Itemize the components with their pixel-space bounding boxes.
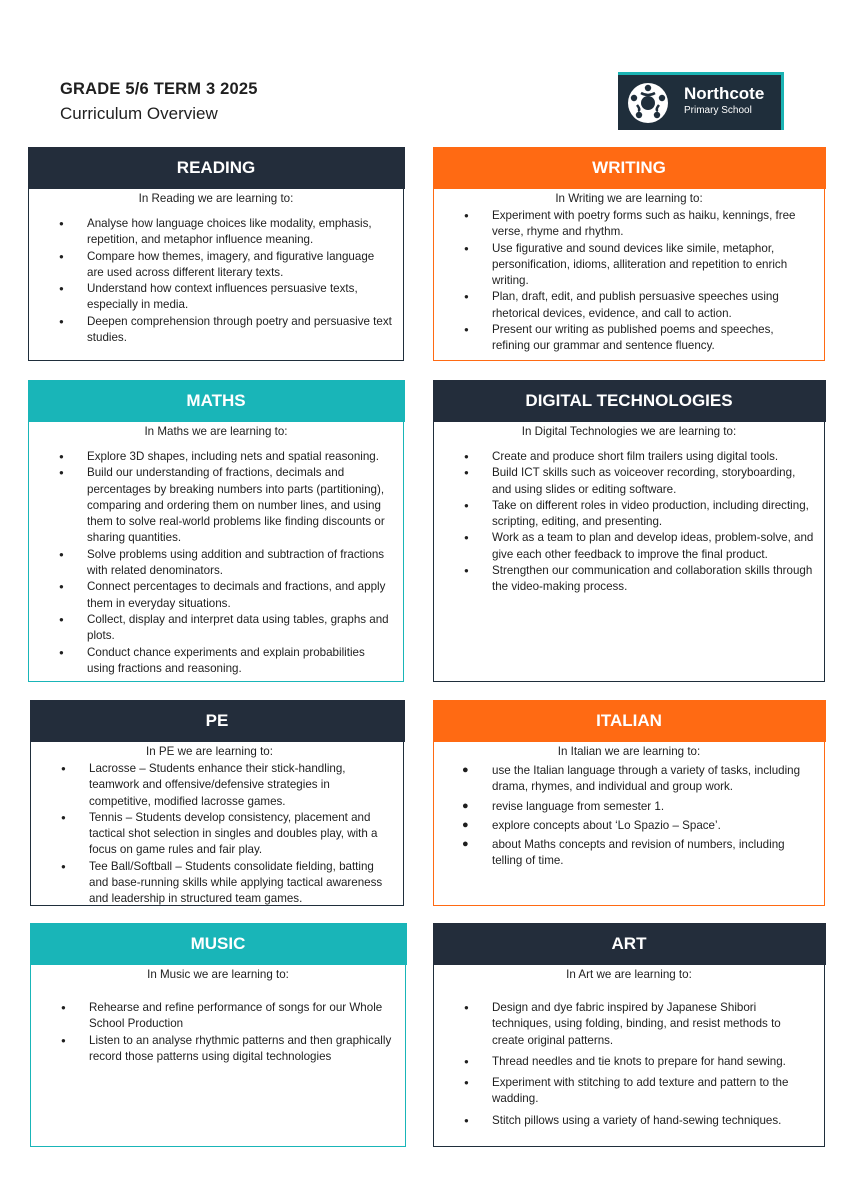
list-item: ● explore concepts about ‘Lo Spazio – Space’. xyxy=(492,818,814,834)
list-item: ● Work as a team to plan and develop ideas, problem-solve, and give each other feedback to improve the final product. xyxy=(492,530,814,563)
maths-section xyxy=(28,380,404,682)
list-item: ● Present our writing as published poems and speeches, refining our grammar and sentence fluency. xyxy=(492,322,814,355)
list-item: ● revise language from semester 1. xyxy=(492,799,814,815)
reading-intro: In Reading we are learning to: xyxy=(138,192,294,205)
writing-list xyxy=(434,208,824,355)
list-item: ● Tennis – Students develop consistency, placement and tactical shot selection in singles and doubles play, with a focus on game rules and fair play. xyxy=(89,810,393,859)
italian-section xyxy=(433,700,825,906)
art-list xyxy=(434,1000,824,1134)
school-logo xyxy=(618,72,784,130)
italian-heading: ITALIAN xyxy=(433,700,826,742)
people-circle-logo-icon xyxy=(626,81,670,125)
list-item: ● Experiment with poetry forms such as haiku, kennings, free verse, rhyme and rhythm. xyxy=(492,208,814,241)
logo-school: Primary School xyxy=(684,105,752,116)
art-section xyxy=(433,923,825,1147)
list-item: ● Thread needles and tie knots to prepare for hand sewing. xyxy=(492,1054,814,1070)
list-item: ● Listen to an analyse rhythmic patterns and then graphically record those patterns using digital technologies xyxy=(89,1033,395,1066)
page-title: GRADE 5/6 TERM 3 2025 xyxy=(60,80,258,98)
music-intro: In Music we are learning to: xyxy=(147,968,289,981)
list-item: ● about Maths concepts and revision of numbers, including telling of time. xyxy=(492,837,814,870)
list-item: ● Solve problems using addition and subtraction of fractions with related denominators. xyxy=(87,547,393,580)
list-item: ● Understand how context influences persuasive texts, especially in media. xyxy=(87,281,393,314)
writing-heading: WRITING xyxy=(433,147,826,189)
list-item: ● Use figurative and sound devices like simile, metaphor, personification, idioms, alliteration and repetition to enrich writing. xyxy=(492,241,814,290)
list-item: ● Conduct chance experiments and explain probabilities using fractions and reasoning. xyxy=(87,645,393,678)
list-item: ● Lacrosse – Students enhance their stick-handling, teamwork and offensive/defensive strategies in competitive, modified lacrosse games. xyxy=(89,761,393,810)
music-heading: MUSIC xyxy=(30,923,407,965)
digital-technologies-intro: In Digital Technologies we are learning to: xyxy=(521,425,737,438)
logo-name: Northcote xyxy=(684,84,765,103)
list-item: ● use the Italian language through a variety of tasks, including drama, rhymes, and individual and group work. xyxy=(492,763,814,796)
reading-section xyxy=(28,147,404,361)
digital-technologies-section xyxy=(433,380,825,682)
pe-intro: In PE we are learning to: xyxy=(146,745,273,758)
list-item: ● Create and produce short film trailers using digital tools. xyxy=(492,449,814,465)
maths-heading: MATHS xyxy=(28,380,405,422)
pe-section xyxy=(30,700,404,906)
list-item: ● Collect, display and interpret data using tables, graphs and plots. xyxy=(87,612,393,645)
list-item: ● Build ICT skills such as voiceover recording, storyboarding, and using slides or editing software. xyxy=(492,465,814,498)
reading-list xyxy=(29,216,403,346)
page-subtitle: Curriculum Overview xyxy=(60,104,218,123)
list-item: ● Experiment with stitching to add texture and pattern to the wadding. xyxy=(492,1075,814,1108)
list-item: ● Analyse how language choices like modality, emphasis, repetition, and metaphor influence meaning. xyxy=(87,216,393,249)
list-item: ● Strengthen our communication and collaboration skills through the video-making process. xyxy=(492,563,814,596)
italian-intro: In Italian we are learning to: xyxy=(557,745,701,758)
music-section xyxy=(30,923,406,1147)
list-item: ● Rehearse and refine performance of songs for our Whole School Production xyxy=(89,1000,395,1033)
art-intro: In Art we are learning to: xyxy=(566,968,692,981)
list-item: ● Compare how themes, imagery, and figurative language are used across different literary texts. xyxy=(87,249,393,282)
list-item: ● Explore 3D shapes, including nets and spatial reasoning. xyxy=(87,449,393,465)
list-item: ● Design and dye fabric inspired by Japanese Shibori techniques, using folding, binding, and resist methods to create original patterns. xyxy=(492,1000,814,1049)
pe-list xyxy=(31,761,403,908)
list-item: ● Take on different roles in video production, including directing, scripting, editing, and presenting. xyxy=(492,498,814,531)
italian-list xyxy=(434,763,824,873)
list-item: ● Build our understanding of fractions, decimals and percentages by breaking numbers into parts (partitioning), comparing and ordering them on number lines, and using them to solve real-world problems like finding discounts or sharing quantities. xyxy=(87,465,393,546)
list-item: ● Stitch pillows using a variety of hand-sewing techniques. xyxy=(492,1113,814,1129)
reading-heading: READING xyxy=(28,147,405,189)
writing-section xyxy=(433,147,825,361)
list-item: ● Deepen comprehension through poetry and persuasive text studies. xyxy=(87,314,393,347)
writing-intro: In Writing we are learning to: xyxy=(555,192,703,205)
art-heading: ART xyxy=(433,923,826,965)
list-item: ● Connect percentages to decimals and fractions, and apply them in everyday situations. xyxy=(87,579,393,612)
maths-list xyxy=(29,449,403,677)
pe-heading: PE xyxy=(30,700,405,742)
music-list xyxy=(31,1000,405,1065)
digital-technologies-heading: DIGITAL TECHNOLOGIES xyxy=(433,380,826,422)
digital-technologies-list xyxy=(434,449,824,596)
list-item: ● Plan, draft, edit, and publish persuasive speeches using rhetorical devices, evidence, and call to action. xyxy=(492,289,814,322)
maths-intro: In Maths we are learning to: xyxy=(144,425,288,438)
list-item: ● Tee Ball/Softball – Students consolidate fielding, batting and base-running skills while applying tactical awareness and leadership in structured team games. xyxy=(89,859,393,908)
